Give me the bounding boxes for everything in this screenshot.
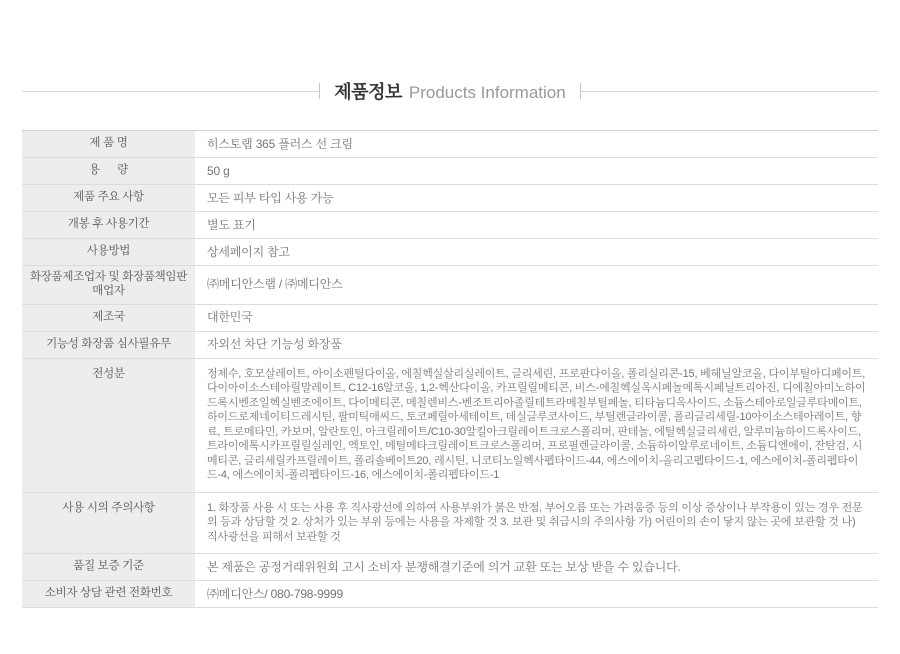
- row-label: 제품 주요 사항: [22, 185, 195, 211]
- row-value: 자외선 차단 기능성 화장품: [207, 337, 342, 352]
- row-value: ㈜메디안스랩 / ㈜메디안스: [207, 277, 343, 292]
- row-value: 대한민국: [207, 310, 253, 325]
- row-customer-service-phone: [22, 581, 878, 608]
- row-label: 소비자 상담 관련 전화번호: [22, 581, 195, 607]
- row-label: 전성분: [22, 359, 195, 492]
- row-key-features: [22, 185, 878, 212]
- row-value: 상세페이지 참고: [207, 244, 290, 259]
- row-label: 기능성 화장품 심사필유무: [22, 332, 195, 358]
- divider-line: [581, 91, 878, 92]
- divider-line: [22, 91, 319, 92]
- row-volume: [22, 158, 878, 185]
- row-label: 사용 시의 주의사항: [22, 493, 195, 554]
- row-value: 히스토랩 365 플러스 선 크림: [207, 136, 353, 151]
- title-english: Products Information: [408, 83, 566, 102]
- row-value: 별도 표기: [207, 217, 256, 232]
- product-info-table: [22, 130, 878, 608]
- row-label: 제 품 명: [22, 131, 195, 157]
- row-label: 사용방법: [22, 239, 195, 265]
- title-divider-left: [22, 82, 320, 100]
- row-country-of-origin: [22, 305, 878, 332]
- page-title: [334, 78, 565, 104]
- row-value: 1. 화장품 사용 시 또는 사용 후 직사광선에 의하여 사용부위가 붉은 반점, 부어오름 또는 가려움증 등의 이상 증상이나 부작용이 있는 경우 전문의 등과 상담할 것 2. 상처가 있는 부위 등에는 사용을 자제할 것 3. 보관 및 취급시의 주의사항 가) 어린이의 손이 닿지 않는 곳에 보관할 것 나) 직사광선을 피해서 보관할 것: [207, 501, 863, 543]
- row-ingredients: [22, 359, 878, 493]
- row-product-name: [22, 131, 878, 158]
- title-divider-right: [580, 82, 878, 100]
- row-value: 본 제품은 공정거래위원회 고시 소비자 분쟁해결기준에 의거 교환 또는 보상 받을 수 있습니다.: [207, 559, 681, 574]
- row-value: ㈜메디안스/ 080-798-9999: [207, 586, 343, 601]
- title-korean: 제품정보: [334, 82, 402, 102]
- row-usage-method: [22, 239, 878, 266]
- row-label: 화장품제조업자 및 화장품책임판매업자: [22, 266, 195, 304]
- section-title: [22, 0, 878, 104]
- row-manufacturer: [22, 266, 878, 305]
- row-label: 개봉 후 사용기간: [22, 212, 195, 238]
- row-period-after-opening: [22, 212, 878, 239]
- row-value: 50 g: [207, 163, 230, 178]
- row-quality-guarantee: [22, 554, 878, 581]
- row-label: 품질 보증 기준: [22, 554, 195, 580]
- divider-tick: [319, 83, 320, 99]
- row-label: 제조국: [22, 305, 195, 331]
- row-functional-approval: [22, 332, 878, 359]
- row-value: 모든 피부 타입 사용 가능: [207, 190, 334, 205]
- row-label: 용 량: [22, 158, 195, 184]
- row-precautions: [22, 493, 878, 555]
- row-value: 정제수, 호모살레이트, 아이소펜틸다이올, 에칠헥실살리실레이트, 글리세린, 프로판다이올, 폴리실리콘-15, 베헤닐알코올, 다이부틸아디페이트, 다이아이소스테아릴말레이트, C12-16알코올, 1,2-헥산다이올, 카프릴릴메티콘, 비스-에칠헥실옥시페놀메톡시페닐트리아진, 디에칠아미노하이드록시벤조일헥실벤조에이트, 다이메티콘, 메칠렌비스-벤조트리아졸릴테트라메칠부틸페놀, 티타늄디옥사이드, 소듐스테아로일글루타메이트, 하이드로제네이티드레시틴, 팔미틱애씨드, 토코페릴아세테이트, 데실글루코사이드, 부틸렌글라이콜, 폴리글리세릴-10아이소스테아레이트, 향료, 트로메타민, 카보머, 알란토인, 아크릴레이트/C10-30알킬아크릴레이트크로스폴리머, 판테놀, 에틸헥실글리세린, 알루미늄하이드록사이드, 트라이에톡시카프릴릴실레인, 엑토인, 메틸메타크릴레이트크로스폴리머, 프로필렌글라이콜, 소듐하이알루로네이트, 소듐디엔에이, 잔탄검, 시메티콘, 글리세릴카프릴레이트, 폴리솔베이트20, 레시틴, 니코티노일헥사펩타이드-44, 에스에이치-올리고펩타이드-1, 에스에이치-폴리펩타이드-4, 에스에이치-폴리펩타이드-16, 에스에이치-폴리펩타이드-1: [207, 367, 866, 482]
